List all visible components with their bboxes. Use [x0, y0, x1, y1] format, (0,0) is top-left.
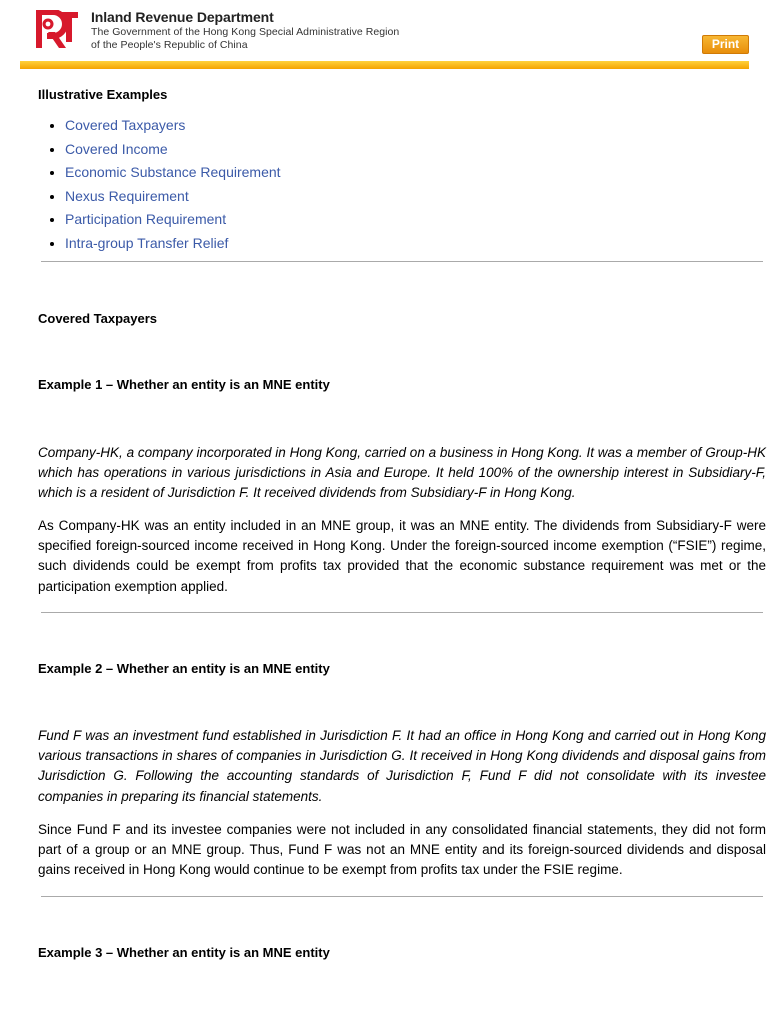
toc-title: Illustrative Examples — [38, 87, 168, 102]
bullet-icon — [50, 148, 54, 152]
section-title: Covered Taxpayers — [38, 311, 157, 326]
page-header — [0, 0, 768, 72]
ird-logo-icon — [35, 10, 81, 50]
example-2-facts: Fund F was an investment fund established in Jurisdiction F. It had an office in Hong Kong and carried out in Hong Kong various transactions in shares of companies in Jurisdiction G. It received in Hong Kong dividends and disposal gains from Jurisdiction G. Following the accounting standards of Jurisdiction F, Fund F did not consolidate with its investee companies in preparing its financial statements. — [38, 728, 766, 804]
bullet-icon — [50, 171, 54, 175]
department-name: Inland Revenue Department — [91, 9, 274, 25]
government-line-1: The Government of the Hong Kong Special Administrative Region — [91, 26, 400, 38]
toc-link-economic-substance[interactable]: Economic Substance Requirement — [65, 164, 281, 180]
example-3-title: Example 3 – Whether an entity is an MNE entity — [38, 945, 330, 960]
header-divider-bar — [20, 61, 749, 69]
example-2-title: Example 2 – Whether an entity is an MNE entity — [38, 661, 330, 676]
toc-link-covered-income[interactable]: Covered Income — [65, 140, 168, 157]
example-1-title: Example 1 – Whether an entity is an MNE entity — [38, 377, 330, 392]
section-divider — [41, 261, 763, 262]
toc-link-nexus[interactable]: Nexus Requirement — [65, 187, 189, 204]
example-divider — [41, 612, 763, 613]
bullet-icon — [50, 195, 54, 199]
example-1-analysis: As Company-HK was an entity included in an MNE group, it was an MNE entity. The dividends from Subsidiary-F were specified foreign-sourced income received in Hong Kong. Under the foreign-sourced income exemption (“FSIE”) regime, such dividends could be exempt from profits tax provided that the economic substance requirement was met or the participation exemption applied. — [38, 518, 766, 594]
example-divider — [41, 896, 763, 897]
print-button[interactable]: Print — [702, 35, 749, 54]
bullet-icon — [50, 218, 54, 222]
example-1-facts: Company-HK, a company incorporated in Hong Kong, carried on a business in Hong Kong. It was a member of Group-HK which has operations in various jurisdictions in Asia and Europe. It held 100% of the ownership interest in Subsidiary-F, which is a resident of Jurisdiction F. It received dividends from Subsidiary-F in Hong Kong. — [38, 445, 766, 501]
bullet-icon — [50, 124, 54, 128]
toc-link-intra-group[interactable]: Intra-group Transfer Relief — [65, 234, 229, 251]
toc-link-covered-taxpayers[interactable]: Covered Taxpayers — [65, 117, 186, 133]
department-block — [91, 9, 399, 52]
bullet-icon — [50, 242, 54, 246]
example-2-analysis: Since Fund F and its investee companies were not included in any consolidated financial statements, they did not form part of a group or an MNE group. Thus, Fund F was not an MNE entity and its foreign-sourced dividends and disposal gains received in Hong Kong would continue to be exempt from profits tax under the FSIE regime. — [38, 822, 766, 878]
toc-link-participation[interactable]: Participation Requirement — [65, 211, 227, 227]
government-line-2: of the People's Republic of China — [91, 39, 248, 51]
